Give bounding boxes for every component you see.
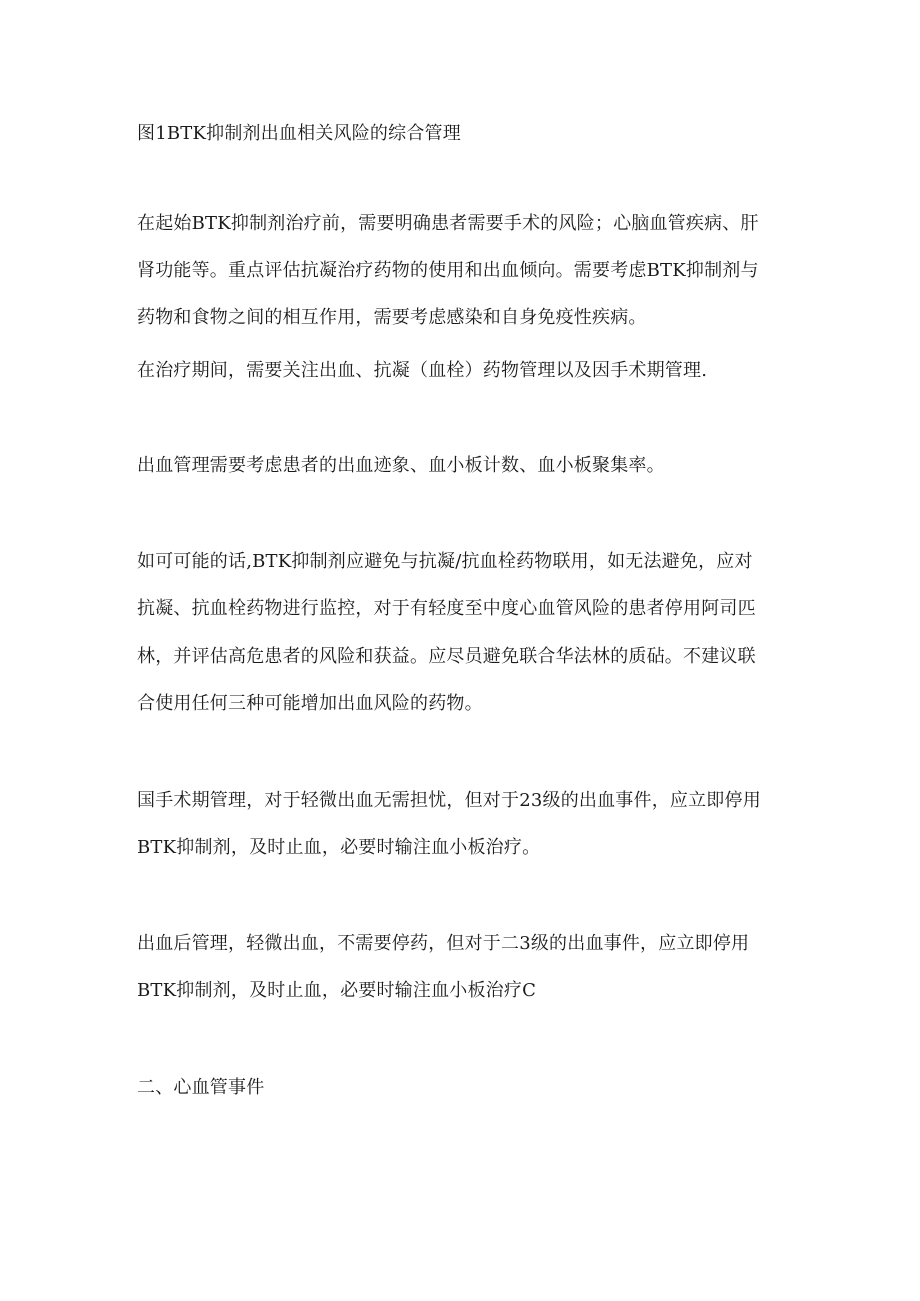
paragraph-line: 如可可能的话,BTK抑制剂应避免与抗凝/抗血栓药物联用，如无法避免，应对 [137,551,753,572]
paragraph-line: 国手术期管理，对于轻微出血无需担忧，但对于23级的出血事件，应立即停用 [137,790,761,811]
figure-caption: 图1BTK抑制剂出血相关风险的综合管理 [137,123,461,144]
paragraph-line: 林，并评估高危患者的风险和获益。应尽员避免联合华法林的质砧。不建议联 [137,646,756,667]
paragraph-line: BTK抑制剂，及时止血，必要时输注血小板治疗。 [137,837,541,858]
paragraph-line: 出血后管理，轻微出血，不需要停药，但对于二3级的出血事件，应立即停用 [137,933,750,954]
paragraph-line: 合使用任何三种可能增加出血风险的药物。 [137,693,483,714]
paragraph-line: 抗凝、抗血栓药物进行监控，对于有轻度至中度心血管风险的患者停用阿司匹 [137,598,756,619]
paragraph-line: 肾功能等。重点评估抗凝治疗药物的使用和出血倾向。需要考虑BTK抑制剂与 [137,260,759,281]
paragraph-line: 出血管理需要考虑患者的出血迹象、血小板计数、血小板聚集率。 [137,455,665,476]
paragraph-line: BTK抑制剂，及时止血，必要时输注血小板治疗C [137,980,537,1001]
section-heading: 二、心血管事件 [137,1077,265,1098]
paragraph-line: 在起始BTK抑制剂治疗前，需要明确患者需要手术的风险；心脑血管疾病、肝 [137,213,759,234]
paragraph-line: 药物和食物之间的相互作用，需要考虑感染和自身免疫性疾病。 [137,307,647,328]
paragraph-line: 在治疗期间，需要关注出血、抗凝（血栓）药物管理以及因手术期管理. [137,360,708,381]
